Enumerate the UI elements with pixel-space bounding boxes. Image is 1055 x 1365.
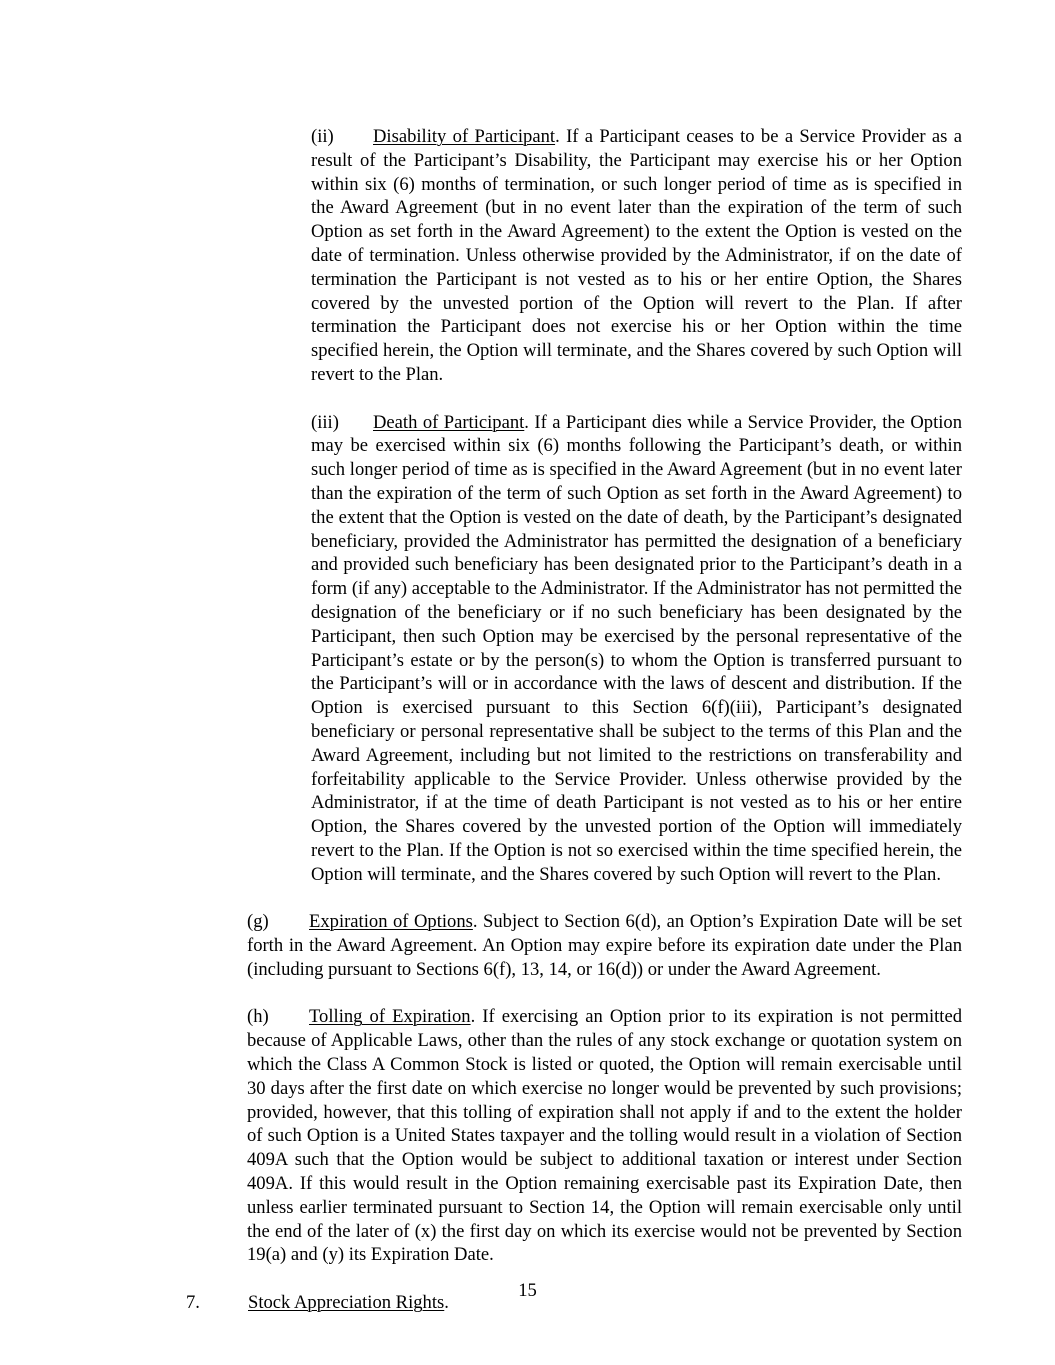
section-title: Disability of Participant [373,126,556,147]
section-title: Tolling of Expiration [309,1006,471,1028]
section-number: 7. [186,1292,200,1314]
page-number: 15 [518,1280,537,1301]
section-tolling-of-expiration [124,1005,962,1267]
section-text: . [444,1292,449,1314]
section-death-of-participant [124,411,962,887]
document-page [124,125,962,1315]
section-number: (h) [247,1006,269,1028]
section-title: Stock Appreciation Rights [248,1292,445,1314]
section-text: . If a Participant dies while a Service Provider, the Option may be exercised within six (6) months following the Participant’s death, or within such longer period of time as is specified in the Award Agreement (but in no event later than the expiration of the term of such Option as set forth in the Award Agreement) to the extent that the Option is vested on the date of death, by the Participant’s designated beneficiary, provided the Administrator has permitted the designation of a beneficiary and provided such beneficiary has been designated prior to the Participant’s death in a form (if any) acceptable to the Administrator. If the Administrator has not permitted the designation of the beneficiary or if no such beneficiary has been designated by the Participant, then such Option may be exercised by the personal representative of the Participant’s estate or by the person(s) to whom the Option is transferred pursuant to the Participant’s will or in accordance with the laws of descent and distribution. If the Option is exercised pursuant to this Section 6(f)(iii), Participant’s designated beneficiary or personal representative shall be subject to the terms of this Plan and the Award Agreement, including but not limited to the restrictions on transferability and forfeitability applicable to the Service Provider. Unless otherwise provided by the Administrator, if at the time of death Participant is not vested as to his or her entire Option, the Shares covered by the unvested portion of the Option will immediately revert to the Plan. If the Option is not so exercised within the time specified herein, the Option will terminate, and the Shares covered by such Option will revert to the Plan. [311,411,962,885]
section-number: (iii) [311,411,339,433]
section-text: . If exercising an Option prior to its expiration is not permitted because of Applicable Laws, other than the rules of any stock exchange or quotation system on which the Class A Common Stock is listed or quoted, the Option will remain exercisable until 30 days after the first date on which exercise no longer would be prevented by such provisions; provided, however, that this tolling of expiration shall not apply if and to the extent the holder of such Option is a United States taxpayer and the tolling would result in a violation of Section 409A such that the Option would be subject to additional taxation or interest under Section 409A. If this would result in the Option remaining exercisable past its Expiration Date, then unless earlier terminated pursuant to Section 14, the Option will remain exercisable only until the end of the later of (x) the first day on which its exercise would not be prevented by Section 19(a) and (y) its Expiration Date. [247,1006,962,1266]
section-text: . If a Participant ceases to be a Service Provider as a result of the Participant’s Disability, the Participant may exercise his or her Option within six (6) months of termination, or such longer period of time as is specified in the Award Agreement (but in no event later than the expiration of the term of such Option as set forth in the Award Agreement) to the extent the Option is vested on the date of termination. Unless otherwise provided by the Administrator, if on the date of termination the Participant is not vested as to his or her entire Option, the Shares covered by the unvested portion of the Option will revert to the Plan. If after termination the Participant does not exercise his or her Option within the time specified herein, the Option will terminate, and the Shares covered by such Option will revert to the Plan. [311,126,962,385]
section-title: Expiration of Options [309,911,473,933]
section-expiration-of-options [124,910,962,981]
section-number: (ii) [311,126,334,147]
section-number: (g) [247,911,269,933]
section-title: Death of Participant [373,411,525,433]
section-text: . Subject to Section 6(d), an Option’s Expiration Date will be set forth in the Award Agreement. An Option may expire before its expiration date under the Plan (including pursuant to Sections 6(f), 13, 14, or 16(d)) or under the Award Agreement. [247,911,962,980]
section-disability-of-participant [124,125,962,387]
